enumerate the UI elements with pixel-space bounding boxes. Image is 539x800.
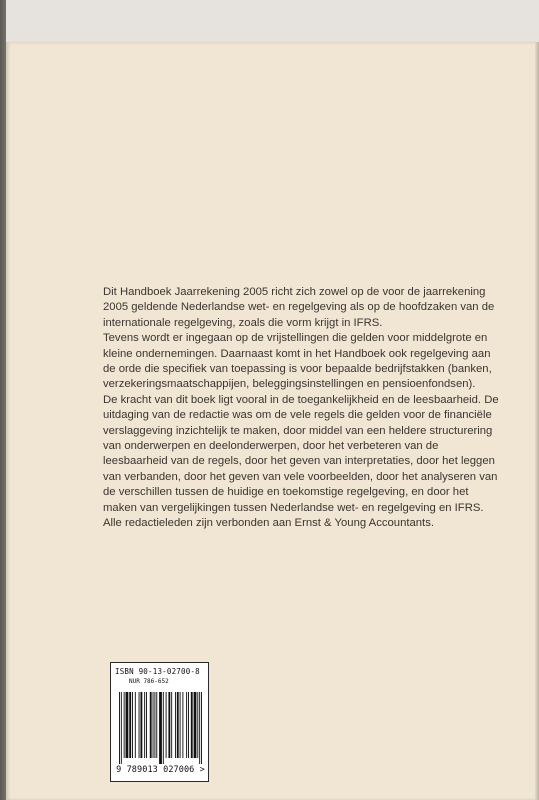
barcode-bar (132, 692, 133, 758)
barcode-bar (197, 692, 198, 758)
blurb-paragraph: Alle redactieleden zijn verbonden aan Ernst & Young Accountants. (103, 517, 434, 530)
barcode-bar (126, 692, 129, 758)
barcode-bar (144, 692, 145, 758)
barcode-bar (186, 692, 187, 758)
barcode-bar (182, 692, 183, 758)
barcode-bar (163, 692, 164, 764)
barcode-digits: 9 789013 027006 > (116, 765, 205, 775)
barcode-bar (166, 692, 167, 758)
nur-code: NUR 786-652 (129, 678, 169, 685)
barcode-bar (146, 692, 147, 758)
barcode-bar (153, 692, 154, 758)
back-cover-blurb (103, 285, 503, 532)
barcode-bar (175, 692, 176, 758)
barcode-bar (139, 692, 140, 758)
blurb-paragraph: Dit Handboek Jaarrekening 2005 richt zich zowel op de voor de jaarrekening 2005 geldende Nederlandse wet- en regelgeving als op de hoofdzaken van de internationale regelgeving, zoals die vorm krijgt in IFRS. (103, 286, 495, 329)
barcode-bar (150, 692, 152, 758)
barcode-bar (188, 692, 189, 758)
blurb-paragraph: De kracht van dit boek ligt vooral in de toegankelijkheid en de leesbaarheid. De uitdaging van de redactie was om de vele regels die gelden voor de financiële verslaggeving inzichtelijk te maken, door middel van een heldere structurering van onderwerpen en deelonderwerpen, door het verbeteren van de leesbaarheid van de regels, door het geven van interpretaties, door het leggen van verbanden, door het geven van vele voorbeelden, door het analyseren van de verschillen tussen de huidige en toekomstige regelgeving, en door het maken van vergelijkingen tussen Nederlandse wet- en regelgeving en IFRS. (103, 393, 499, 514)
page-stack-edge (6, 0, 539, 48)
barcode-bar (159, 692, 162, 764)
barcode-bar (156, 692, 157, 758)
barcode-bar (129, 692, 131, 758)
barcode-label (110, 662, 209, 782)
barcode-bar (140, 692, 142, 758)
barcode-bar (180, 692, 181, 758)
barcode-bar (119, 692, 120, 764)
barcode-bar (154, 692, 155, 758)
barcode-bar (191, 692, 193, 758)
blurb-paragraph: Tevens wordt er ingegaan op de vrijstellingen die gelden voor middelgrote en kleine ondernemingen. Daarnaast komt in het Handboek ook regelgeving aan de orde die specifiek van toepassing is voor bepaalde bedrijfstakken (banken, verzekeringsmaatschappijen, beleggingsinstellingen en pensioenfondsen). (103, 332, 492, 391)
barcode-bar (171, 692, 172, 758)
barcode-bar (121, 692, 122, 764)
barcode-bar (124, 692, 125, 758)
barcode-bar (199, 692, 200, 764)
barcode-bar (168, 692, 170, 758)
barcode-bar (177, 692, 179, 758)
cover-edge (535, 42, 539, 800)
barcode-bar (194, 692, 197, 758)
barcode-bar (135, 692, 136, 758)
barcode-bars (119, 692, 202, 764)
isbn-number: ISBN 90-13-02700-8 (115, 667, 200, 676)
barcode-bar (201, 692, 202, 764)
